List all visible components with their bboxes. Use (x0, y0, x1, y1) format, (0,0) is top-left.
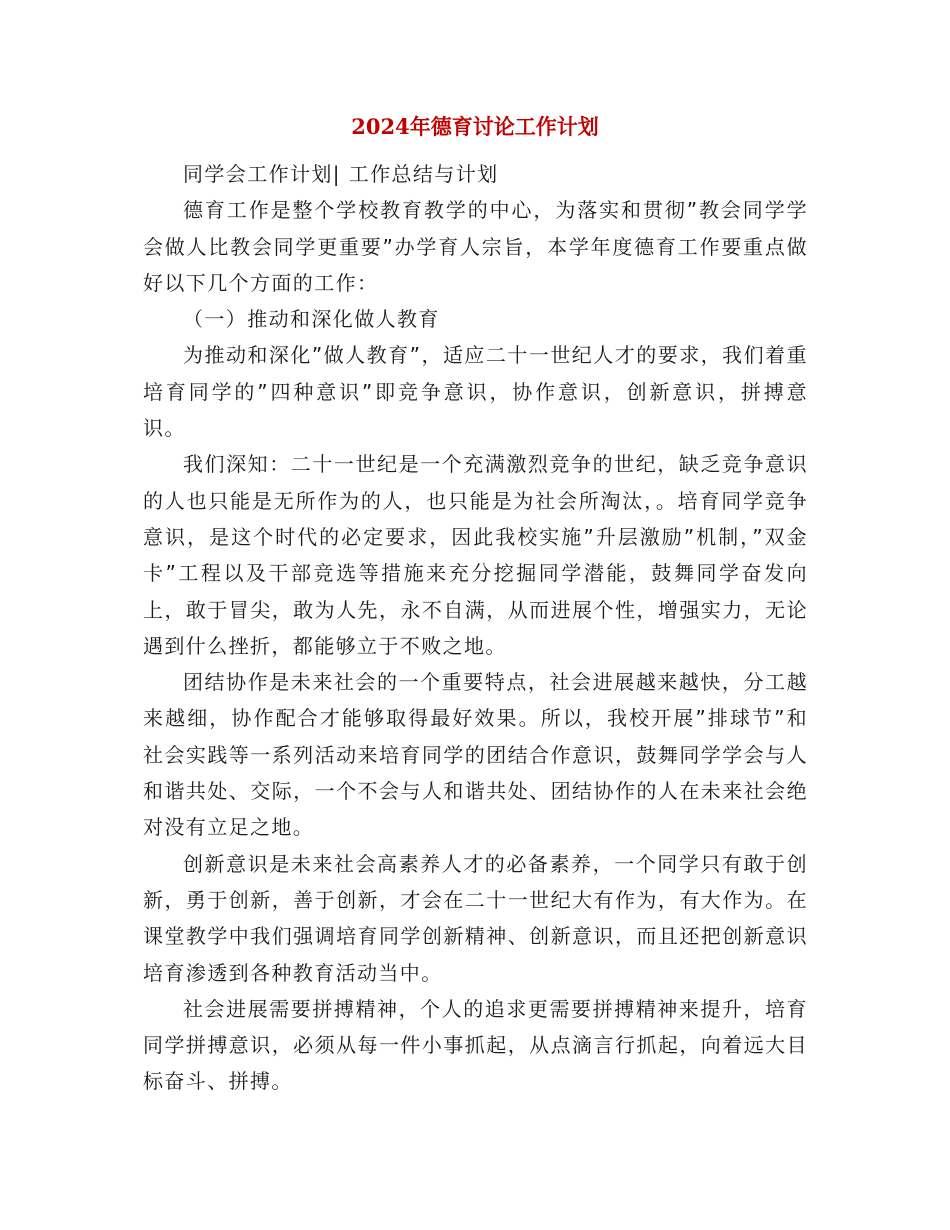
paragraph-four-awareness: 为推动和深化”做人教育”，适应二十一世纪人才的要求，我们着重培育同学的”四种意识”即竞争意识，协作意识，创新意识，拼搏意识。 (143, 343, 808, 441)
paragraph-innovation: 创新意识是未来社会高素养人才的必备素养，一个同学只有敢于创新，勇于创新，善于创新，才会在二十一世纪大有作为，有大作为。在课堂教学中我们强调培育同学创新精神、创新意识，而且还把创新意识培育渗透到各种教育活动当中。 (143, 851, 808, 985)
document-subtitle: 同学会工作计划| 工作总结与计划 (183, 162, 499, 186)
document-title: 2024年德育讨论工作计划 (351, 114, 599, 139)
document-body (143, 156, 808, 1100)
paragraph-intro: 德育工作是整个学校教育教学的中心，为落实和贯彻”教会同学学会做人比教会同学更重要”办学育人宗旨，本学年度德育工作要重点做好以下几个方面的工作： (143, 198, 808, 295)
paragraph-cooperation: 团结协作是未来社会的一个重要特点，社会进展越来越快，分工越来越细，协作配合才能够取得最好效果。所以，我校开展”排球节”和社会实践等一系列活动来培育同学的团结合作意识，鼓舞同学学会与人和谐共处、交际，一个不会与人和谐共处、团结协作的人在未来社会绝对没有立足之地。 (143, 670, 808, 840)
section-heading-1: （一）推动和深化做人教育 (183, 307, 440, 332)
paragraph-striving: 社会进展需要拼搏精神，个人的追求更需要拼搏精神来提升，培育同学拼搏意识，必须从每一件小事抓起，从点滴言行抓起，向着远大目标奋斗、拼搏。 (143, 996, 808, 1094)
paragraph-competition: 我们深知：二十一世纪是一个充满激烈竞争的世纪，缺乏竞争意识的人也只能是无所作为的人，也只能是为社会所淘汰，。培育同学竞争意识，是这个时代的必定要求，因此我校实施”升层激励”机制，”双金卡”工程以及干部竞选等措施来充分挖掘同学潜能，鼓舞同学奋发向上，敢于冒尖，敢为人先，永不自满，从而进展个性，增强实力，无论遇到什么挫折，都能够立于不败之地。 (143, 452, 808, 658)
